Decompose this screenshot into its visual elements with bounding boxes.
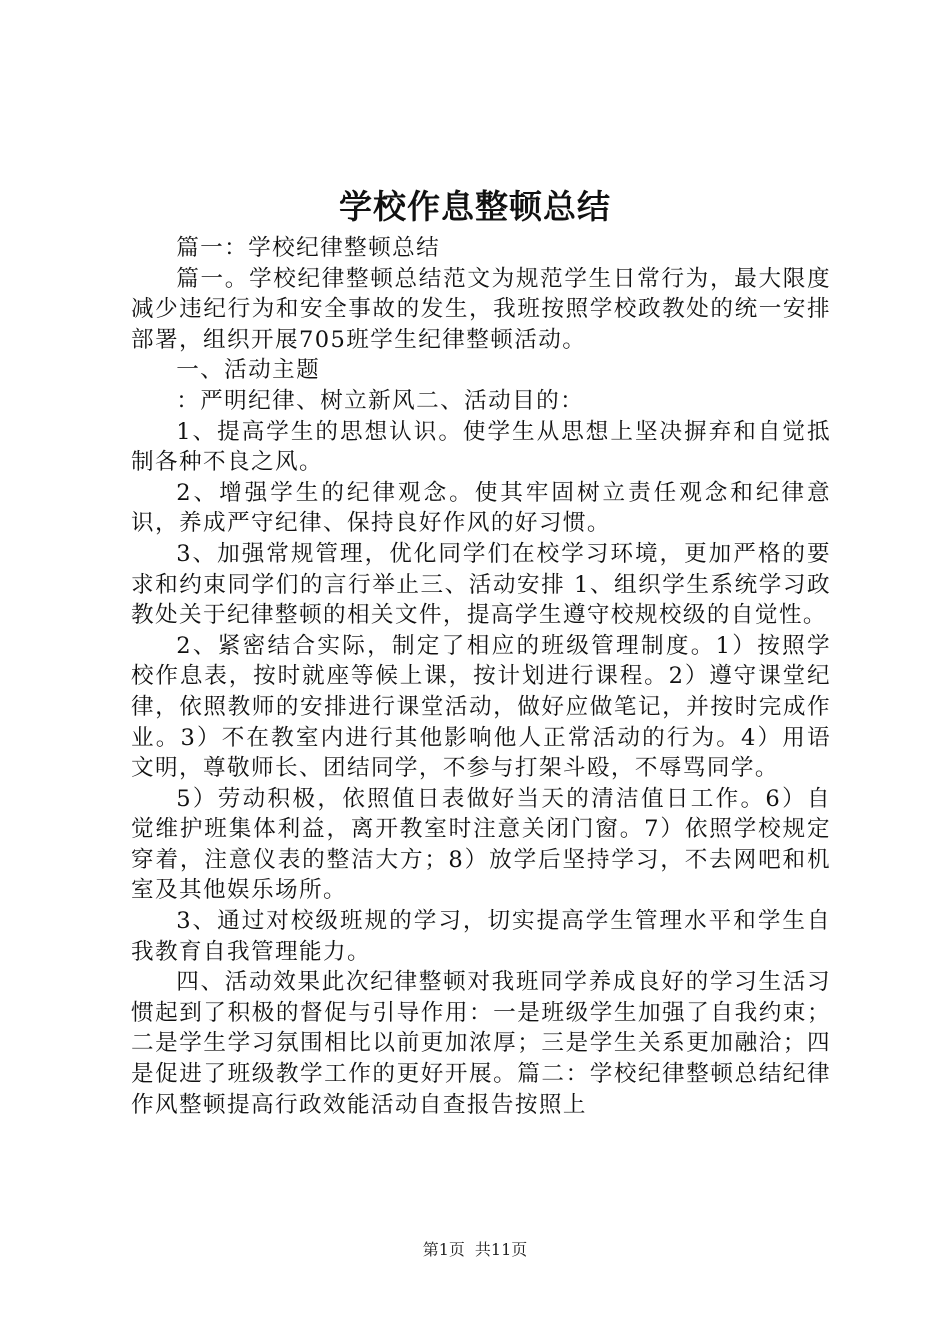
paragraph: ：严明纪律、树立新风二、活动目的： [176,387,585,414]
paragraph: 四、活动效果此次纪律整顿对我班同学养成良好的学习生活习惯起到了积极的督促与引导作用：一是班级学生加强了自我约束；二是学生学习氛围相比以前更加浓厚；三是学生关系更加融洽；四是促进了班级教学工作的更好开展。篇二：学校纪律整顿总结纪律作风整顿提高行政效能活动自查报告按照上 [131,969,831,1118]
page-number: 第1页 [422,1240,465,1259]
paragraph: 3、通过对校级班规的学习，切实提高学生管理水平和学生自我教育自我管理能力。 [131,908,831,965]
paragraph: 一、活动主题 [176,357,321,384]
paragraph: 2、增强学生的纪律观念。使其牢固树立责任观念和纪律意识，养成严守纪律、保持良好作风的好习惯。 [131,479,831,537]
page-footer [0,1239,950,1261]
paragraph: 1、提高学生的思想认识。使学生从思想上坚决摒弃和自觉抵制各种不良之风。 [131,418,831,476]
document-body [131,233,831,1120]
paragraph: 5）劳动积极，依照值日表做好当天的清洁值日工作。6）自觉维护班集体利益，离开教室时注意关闭门窗。7）依照学校规定穿着，注意仪表的整洁大方；8）放学后坚持学习，不去网吧和机室及其他娱乐场所。 [131,785,831,904]
page-total: 共11页 [474,1240,528,1259]
paragraph: 篇一：学校纪律整顿总结 [176,235,441,261]
paragraph: 篇一。学校纪律整顿总结范文为规范学生日常行为，最大限度减少违纪行为和安全事故的发生，我班按照学校政教处的统一安排部署，组织开展705班学生纪律整顿活动。 [131,265,831,353]
document-title: 学校作息整顿总结 [339,187,611,226]
paragraph: 3、加强常规管理，优化同学们在校学习环境，更加严格的要求和约束同学们的言行举止三、活动安排 1、组织学生系统学习政教处关于纪律整顿的相关文件，提高学生遵守校规校级的自觉性。 [131,540,831,629]
paragraph: 2、紧密结合实际，制定了相应的班级管理制度。1）按照学校作息表，按时就座等候上课，按计划进行课程。2）遵守课堂纪律，依照教师的安排进行课堂活动，做好应做笔记，并按时完成作业。3）不在教室内进行其他影响他人正常活动的行为。4）用语文明，尊敬师长、团结同学，不参与打架斗殴，不辱骂同学。 [131,632,831,782]
